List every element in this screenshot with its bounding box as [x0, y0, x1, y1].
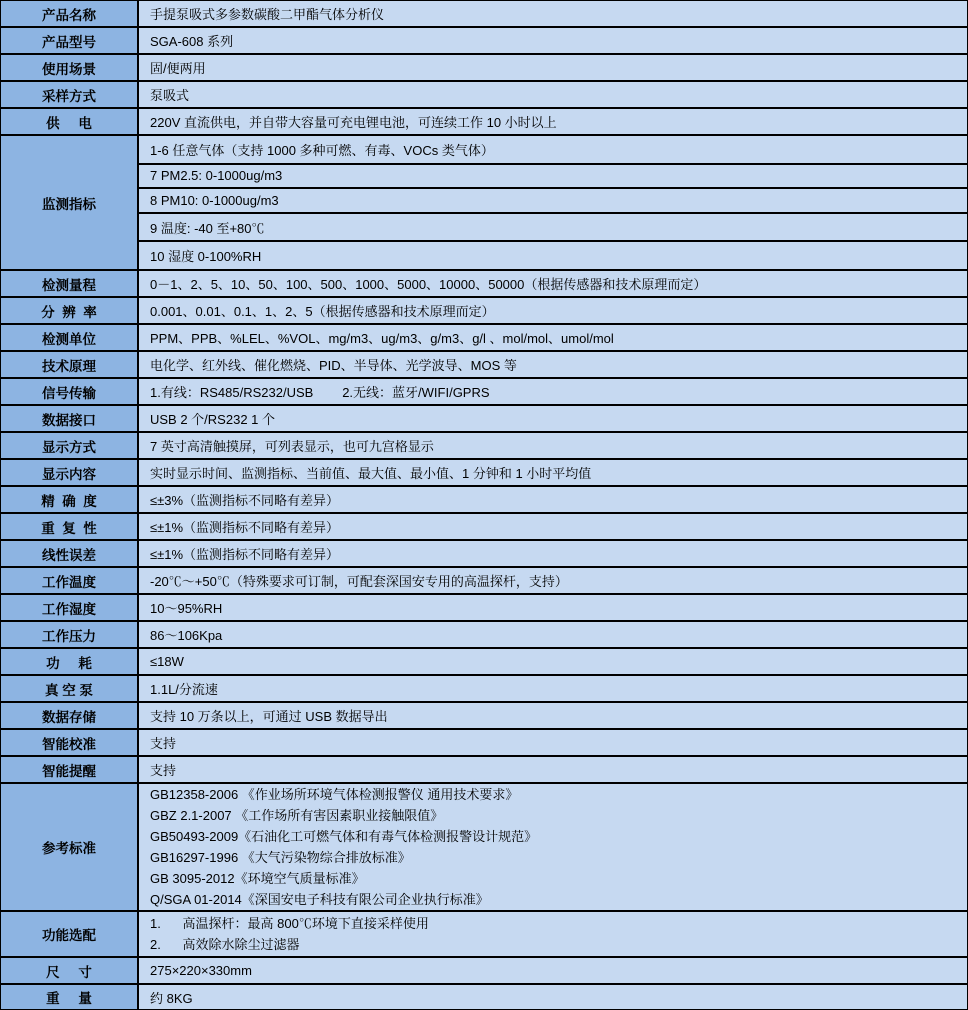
row-value-multiline — [139, 784, 967, 910]
table-row — [1, 460, 967, 487]
table-row — [1, 730, 967, 757]
row-value: 0－1、2、5、10、50、100、500、1000、5000、10000、50000（根据传感器和技术原理而定） — [139, 271, 967, 296]
row-value-line: 1. 高温探杆：最高 800℃环境下直接采样使用 — [150, 916, 429, 931]
row-label: 数据接口 — [1, 406, 139, 431]
row-label: 智能提醒 — [1, 757, 139, 782]
row-label: 线性误差 — [1, 541, 139, 566]
row-value: -20℃～+50℃（特殊要求可订制，可配套深国安专用的高温探杆，支持） — [139, 568, 967, 593]
row-label: 技术原理 — [1, 352, 139, 377]
row-label: 工作温度 — [1, 568, 139, 593]
table-row — [1, 82, 967, 109]
row-value-line: Q/SGA 01-2014《深国安电子科技有限公司企业执行标准》 — [150, 892, 489, 907]
table-row — [1, 784, 967, 912]
table-row — [1, 1, 967, 28]
row-value: 约 8KG — [139, 985, 967, 1009]
row-label: 重 复 性 — [1, 514, 139, 539]
row-label: 分 辨 率 — [1, 298, 139, 323]
row-value-line: GB 3095-2012《环境空气质量标准》 — [150, 871, 365, 886]
row-label: 检测量程 — [1, 271, 139, 296]
row-label: 智能校准 — [1, 730, 139, 755]
row-label: 精 确 度 — [1, 487, 139, 512]
row-label: 信号传输 — [1, 379, 139, 404]
table-row — [1, 912, 967, 958]
row-value: USB 2 个/RS232 1 个 — [139, 406, 967, 431]
row-value-group — [139, 136, 967, 269]
table-row — [1, 109, 967, 136]
table-row — [1, 541, 967, 568]
table-row — [1, 676, 967, 703]
row-value-line: GBZ 2.1-2007 《工作场所有害因素职业接触限值》 — [150, 808, 444, 823]
row-value: 86～106Kpa — [139, 622, 967, 647]
row-value: 1.有线：RS485/RS232/USB 2.无线：蓝牙/WIFI/GPRS — [139, 379, 967, 404]
table-row — [1, 379, 967, 406]
table-row — [1, 271, 967, 298]
row-value: ≤±3%（监测指标不同略有差异） — [139, 487, 967, 512]
row-value: ≤±1%（监测指标不同略有差异） — [139, 514, 967, 539]
row-value-line: 7 PM2.5: 0-1000ug/m3 — [139, 165, 967, 190]
row-value: 手提泵吸式多参数碳酸二甲酯气体分析仪 — [139, 1, 967, 26]
row-value-line: GB16297-1996 《大气污染物综合排放标准》 — [150, 850, 411, 865]
row-label: 参考标准 — [1, 784, 139, 910]
row-value: PPM、PPB、%LEL、%VOL、mg/m3、ug/m3、g/m3、g/l 、mol/mol、umol/mol — [139, 325, 967, 350]
table-row — [1, 433, 967, 460]
row-label: 产品型号 — [1, 28, 139, 53]
row-value: 泵吸式 — [139, 82, 967, 107]
table-row — [1, 487, 967, 514]
row-label: 工作湿度 — [1, 595, 139, 620]
row-value: 固/便两用 — [139, 55, 967, 80]
row-value: 220V 直流供电，并自带大容量可充电锂电池，可连续工作 10 小时以上 — [139, 109, 967, 134]
row-label: 检测单位 — [1, 325, 139, 350]
row-value-line: 9 温度: -40 至+80℃ — [139, 214, 967, 243]
row-label: 监测指标 — [1, 136, 139, 269]
row-label: 真 空 泵 — [1, 676, 139, 701]
table-row — [1, 325, 967, 352]
row-label: 重 量 — [1, 985, 139, 1009]
row-value: 实时显示时间、监测指标、当前值、最大值、最小值、1 分钟和 1 小时平均值 — [139, 460, 967, 485]
row-label: 功 耗 — [1, 649, 139, 674]
table-row — [1, 298, 967, 325]
row-label: 功能选配 — [1, 912, 139, 956]
row-value: 275×220×330mm — [139, 958, 967, 983]
table-row — [1, 136, 967, 271]
row-value: ≤18W — [139, 649, 967, 674]
row-value: 支持 — [139, 757, 967, 782]
table-row — [1, 649, 967, 676]
table-row — [1, 406, 967, 433]
row-value-line: 8 PM10: 0-1000ug/m3 — [139, 189, 967, 214]
row-label: 使用场景 — [1, 55, 139, 80]
row-label: 供 电 — [1, 109, 139, 134]
table-row — [1, 595, 967, 622]
row-value: ≤±1%（监测指标不同略有差异） — [139, 541, 967, 566]
row-value-line: GB12358-2006 《作业场所环境气体检测报警仪 通用技术要求》 — [150, 787, 519, 802]
row-value: 10～95%RH — [139, 595, 967, 620]
row-label: 显示方式 — [1, 433, 139, 458]
row-label: 产品名称 — [1, 1, 139, 26]
row-label: 采样方式 — [1, 82, 139, 107]
row-value: 1.1L/分流速 — [139, 676, 967, 701]
table-row — [1, 703, 967, 730]
row-value-line: 10 湿度 0-100%RH — [150, 249, 262, 265]
table-row — [1, 622, 967, 649]
row-value: 电化学、红外线、催化燃烧、PID、半导体、光学波导、MOS 等 — [139, 352, 967, 377]
row-label: 工作压力 — [1, 622, 139, 647]
row-value: SGA-608 系列 — [139, 28, 967, 53]
row-value-multiline — [139, 912, 967, 956]
table-row — [1, 958, 967, 985]
row-value-line: GB50493-2009《石油化工可燃气体和有毒气体检测报警设计规范》 — [150, 829, 538, 844]
table-row — [1, 28, 967, 55]
row-value-line: 1-6 任意气体（支持 1000 多种可燃、有毒、VOCs 类气体） — [139, 136, 967, 165]
row-value-line: 2. 高效除水除尘过滤器 — [150, 937, 300, 952]
table-row — [1, 352, 967, 379]
row-value: 0.001、0.01、0.1、1、2、5（根据传感器和技术原理而定） — [139, 298, 967, 323]
row-value: 支持 — [139, 730, 967, 755]
table-row — [1, 757, 967, 784]
table-row — [1, 985, 967, 1009]
row-label: 尺 寸 — [1, 958, 139, 983]
table-row — [1, 55, 967, 82]
table-row — [1, 568, 967, 595]
row-value: 支持 10 万条以上，可通过 USB 数据导出 — [139, 703, 967, 728]
row-label: 数据存储 — [1, 703, 139, 728]
row-value: 7 英寸高清触摸屏，可列表显示，也可九宫格显示 — [139, 433, 967, 458]
row-label: 显示内容 — [1, 460, 139, 485]
table-row — [1, 514, 967, 541]
